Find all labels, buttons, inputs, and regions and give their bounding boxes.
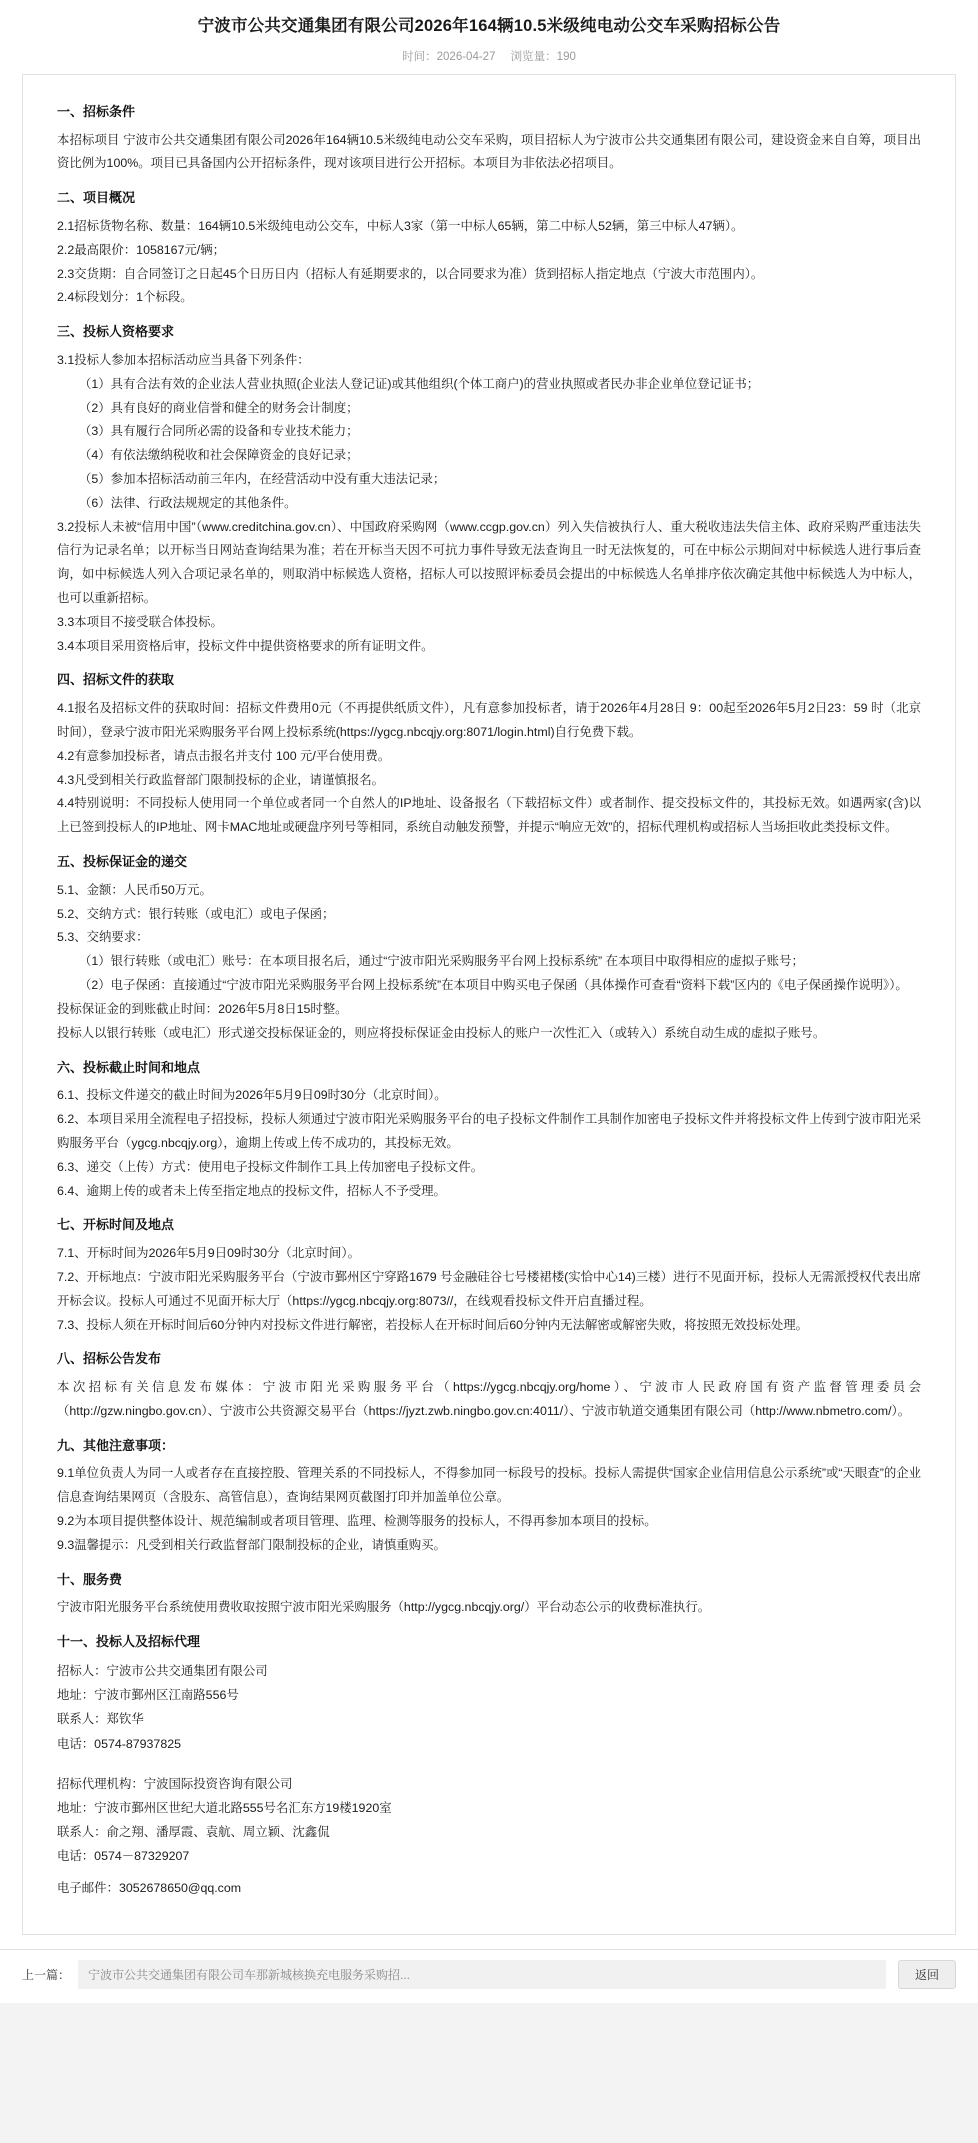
section-5-para-1: 5.1、金额：人民币50万元。 xyxy=(57,882,212,897)
section-2-para-1: 2.1招标货物名称、数量：164辆10.5米级纯电动公交车，中标人3家（第一中标人65辆，第二中标人52辆，第三中标人47辆）。 xyxy=(57,218,744,233)
email-spacer xyxy=(57,1869,921,1876)
tenderer-contact-block xyxy=(57,1659,921,1756)
section-5-para-5: 投标人以银行转账（或电汇）形式递交投标保证金的，则应将投标保证金由投标人的账户一次性汇入（或转入）系统自动生成的虚拟子账号。 xyxy=(57,1025,826,1040)
section-3-item-6: （6）法律、行政法规规定的其他条件。 xyxy=(79,495,297,510)
section-4-para-3: 4.3凡受到相关行政监督部门限制投标的企业，请谨慎报名。 xyxy=(57,772,384,787)
section-6-para-3: 6.3、递交（上传）方式：使用电子投标文件制作工具上传加密电子投标文件。 xyxy=(57,1159,484,1174)
section-9-para-3: 9.3温馨提示：凡受到相关行政监督部门限制投标的企业，请慎重购买。 xyxy=(57,1537,446,1552)
section-9-para-2: 9.2为本项目提供整体设计、规范编制或者项目管理、监理、检测等服务的投标人，不得再参加本项目的投标。 xyxy=(57,1514,657,1529)
section-heading-11: 十一、投标人及招标代理 xyxy=(57,1634,201,1650)
section-5-para-4: 投标保证金的到账截止时间：2026年5月8日15时整。 xyxy=(57,1001,348,1016)
section-2-para-4: 2.4标段划分：1个标段。 xyxy=(57,290,193,305)
section-heading-1: 一、招标条件 xyxy=(57,103,136,119)
section-heading-6: 六、投标截止时间和地点 xyxy=(57,1059,201,1075)
section-2-para-3: 2.3交货期：自合同签订之日起45个日历日内（招标人有延期要求的，以合同要求为准）货到招标人指定地点（宁波大市范围内）。 xyxy=(57,266,764,281)
tenderer-name: 招标人：宁波市公共交通集团有限公司 xyxy=(57,1664,268,1678)
section-5-para-2: 5.2、交纳方式：银行转账（或电汇）或电子保函； xyxy=(57,906,335,921)
announcement-body xyxy=(22,74,956,1935)
section-3-item-4: （4）有依法缴纳税收和社会保障资金的良好记录； xyxy=(79,448,359,463)
section-heading-4: 四、招标文件的获取 xyxy=(57,672,175,688)
section-3-para-4: 3.4本项目采用资格后审，投标文件中提供资格要求的所有证明文件。 xyxy=(57,638,434,653)
section-9-para-1: 9.1单位负责人为同一人或者存在直接控股、管理关系的不同投标人，不得参加同一标段号的投标。投标人需提供“国家企业信用信息公示系统”或“天眼查”的企业信息查询结果网页（含股东、高管信息），查询结果网页截图打印并加盖单位公章。 xyxy=(57,1466,921,1505)
footer-navigation xyxy=(0,1949,978,2003)
section-6-para-1: 6.1、投标文件递交的截止时间为2026年5月9日09时30分（北京时间）。 xyxy=(57,1088,447,1103)
section-7-para-1: 7.1、开标时间为2026年5月9日09时30分（北京时间）。 xyxy=(57,1246,360,1261)
section-3-para-3: 3.3本项目不接受联合体投标。 xyxy=(57,614,223,629)
section-3-item-3: （3）具有履行合同所必需的设备和专业技术能力； xyxy=(79,424,359,439)
section-6-para-2: 6.2、本项目采用全流程电子招投标，投标人须通过宁波市阳光采购服务平台的电子投标文件制作工具制作加密电子投标文件并将投标文件上传到宁波市阳光采购服务平台（ygcg.nbcqjy.org），逾期上传或上传不成功的，其投标无效。 xyxy=(57,1112,921,1150)
agency-contact-block xyxy=(57,1772,921,1900)
agency-address: 地址：宁波市鄞州区世纪大道北路555号名汇东方19楼1920室 xyxy=(57,1800,392,1815)
agency-contact-person: 联系人：俞之翔、潘厚霞、袁航、周立颖、沈鑫侃 xyxy=(57,1825,330,1840)
section-4-para-2: 4.2有意参加投标者，请点击报名并支付 100 元/平台使用费。 xyxy=(57,748,391,763)
agency-email: 电子邮件：3052678650@qq.com xyxy=(57,1880,242,1895)
tenderer-phone: 电话：0574-87937825 xyxy=(57,1736,181,1751)
page-title: 宁波市公共交通集团有限公司2026年164辆10.5米级纯电动公交车采购招标公告 xyxy=(197,17,781,35)
content-wrapper xyxy=(0,74,978,1945)
section-3-item-1: （1）具有合法有效的企业法人营业执照(企业法人登记证)或其他组织(个体工商户)的营业执照或者民办非企业单位登记证书； xyxy=(79,376,760,391)
section-heading-3: 三、投标人资格要求 xyxy=(57,324,175,340)
section-3-para-2: 3.2投标人未被“信用中国”（www.creditchina.gov.cn）、中国政府采购网（www.ccgp.gov.cn）列入失信被执行人、重大税收违法失信主体、政府采购严重违法失信行为记录名单；以开标当日网站查询结果为准；若在开标当天因不可抗力事件导致无法查询且一时无法恢复的，可在中标公示期间对中标候选人进行事后查询，如中标候选人列入合项记录名单的，则取消中标候选人资格，招标人可以按照评标委员会提出的中标候选人名单排序依次确定其他中标候选人为中标人，也可以重新招标。 xyxy=(57,519,921,605)
tenderer-address: 地址：宁波市鄞州区江南路556号 xyxy=(57,1688,239,1703)
tenderer-contact-person: 联系人：郑钦华 xyxy=(57,1712,144,1727)
view-count: 浏览量：190 xyxy=(510,50,576,63)
agency-phone: 电话：0574－87329207 xyxy=(57,1849,190,1864)
section-heading-2: 二、项目概况 xyxy=(57,190,136,206)
section-heading-9: 九、其他注意事项： xyxy=(57,1437,175,1453)
section-7-para-2: 7.2、开标地点：宁波市阳光采购服务平台（宁波市鄞州区宁穿路1679 号金融硅谷七号楼裙楼(实恰中心14)三楼）进行不见面开标，投标人无需派授权代表出席开标会议。投标人可通过不见面开标大厅（https://ygcg.nbcqjy.org:8073//，在线观看投标文件开启直播过程。 xyxy=(57,1269,921,1308)
publish-time: 时间：2026-04-27 xyxy=(402,50,496,63)
section-1-para-1: 本招标项目 宁波市公共交通集团有限公司2026年164辆10.5米级纯电动公交车采购，项目招标人为宁波市公共交通集团有限公司，建设资金来自自筹，项目出资比例为100%。项目已具备国内公开招标条件，现对该项目进行公开招标。本项目为非依法必招项目。 xyxy=(57,132,921,171)
block-spacer xyxy=(57,1756,921,1772)
back-button[interactable]: 返回 xyxy=(898,1960,956,1989)
section-6-para-4: 6.4、逾期上传的或者未上传至指定地点的投标文件，招标人不予受理。 xyxy=(57,1183,446,1198)
section-3-para-1: 3.1投标人参加本招标活动应当具备下列条件： xyxy=(57,352,310,367)
prev-article-label: 上一篇： xyxy=(22,1967,71,1982)
section-heading-8: 八、招标公告发布 xyxy=(57,1351,162,1367)
page-header xyxy=(0,0,978,74)
section-3-item-2: （2）具有良好的商业信誉和健全的财务会计制度； xyxy=(79,400,359,415)
section-7-para-3: 7.3、投标人须在开标时间后60分钟内对投标文件进行解密，若投标人在开标时间后60分钟内无法解密或解密失败，将按照无效投标处理。 xyxy=(57,1317,809,1332)
section-heading-10: 十、服务费 xyxy=(57,1571,123,1587)
agency-name: 招标代理机构：宁波国际投资咨询有限公司 xyxy=(57,1776,293,1791)
prev-article-link[interactable]: 宁波市公共交通集团有限公司车那新城核换充电服务采购招... xyxy=(78,1960,886,1989)
section-5-item-2: （2）电子保函：直接通过“宁波市阳光采购服务平台网上投标系统”在本项目中购买电子保函（具体操作可查看“资料下载”区内的《电子保函操作说明》）。 xyxy=(79,978,908,993)
section-4-para-1: 4.1报名及招标文件的获取时间：招标文件费用0元（不再提供纸质文件），凡有意参加投标者，请于2026年4月28日 9：00起至2026年5月2日23：59 时（北京时间），登录宁波市阳光采购服务平台网上投标系统(https://ygcg.nbcqjy.org:8071/login.html)自行免费下载。 xyxy=(57,701,921,739)
section-heading-7: 七、开标时间及地点 xyxy=(57,1217,175,1233)
section-3-item-5: （5）参加本招标活动前三年内，在经营活动中没有重大违法记录； xyxy=(79,471,446,486)
section-10-para-1: 宁波市阳光服务平台系统使用费收取按照宁波市阳光采购服务（http://ygcg.nbcqjy.org/）平台动态公示的收费标准执行。 xyxy=(57,1600,711,1615)
section-5-para-3: 5.3、交纳要求： xyxy=(57,930,149,945)
section-4-para-4: 4.4特别说明：不同投标人使用同一个单位或者同一个自然人的IP地址、设备报名（下载招标文件）或者制作、提交投标文件的，其投标无效。如遇两家(含)以上已签到投标人的IP地址、网卡MAC地址或硬盘序列号等相同，系统自动触发预警，并提示“响应无效”的，招标代理机构或招标人当场拒收此类投标文件。 xyxy=(57,796,921,835)
section-2-para-2: 2.2最高限价：1058167元/辆； xyxy=(57,242,226,257)
section-8-para-1: 本次招标有关信息发布媒体：宁波市阳光采购服务平台（https://ygcg.nbcqjy.org/home）、宁波市人民政府国有资产监督管理委员会（http://gzw.ningbo.gov.cn）、宁波市公共资源交易平台（https://jyzt.zwb.ningbo.gov.cn:4011/）、宁波市轨道交通集团有限公司（http://www.nbmetro.com/）。 xyxy=(57,1380,921,1418)
section-heading-5: 五、投标保证金的递交 xyxy=(57,854,188,870)
section-5-item-1: （1）银行转账（或电汇）账号：在本项目报名后，通过“宁波市阳光采购服务平台网上投标系统” 在本项目中取得相应的虚拟子账号； xyxy=(79,954,804,969)
meta-row xyxy=(40,48,938,64)
